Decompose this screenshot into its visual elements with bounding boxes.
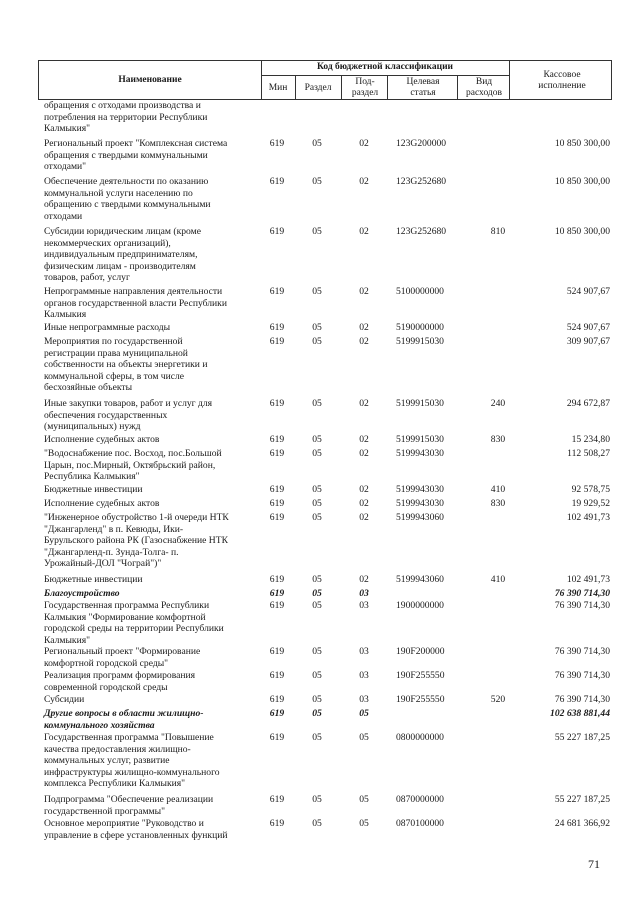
cell-podr: 02 — [359, 448, 369, 459]
cell-min: 619 — [269, 732, 285, 743]
cell-razdel: 05 — [312, 794, 322, 805]
cell-name: Основное мероприятие "Руководство и управление в сфере установленных функций — [44, 818, 228, 841]
cell-cel: 123G252680 — [396, 226, 447, 237]
cell-name: Обеспечение деятельности по оказанию коммунальной услуги населению по обращению с твердыми коммунальными отходами — [44, 176, 211, 222]
cell-cel: 190F255550 — [396, 670, 445, 681]
cell-podr: 02 — [359, 574, 369, 585]
header-min: Мин — [268, 83, 288, 93]
cell-razdel: 05 — [312, 670, 322, 681]
cell-razdel: 05 — [312, 588, 322, 599]
cell-min: 619 — [269, 286, 285, 297]
cell-name: Региональный проект "Формирование комфортной городской среды" — [44, 646, 201, 669]
cell-name: Мероприятия по государственной регистрации права муниципальной собственности на объекты энергетики и коммунальной сферы, в том числе бесхозяйные объекты — [44, 336, 208, 394]
header-kod: Код бюджетной классификации — [316, 62, 454, 72]
cell-min: 619 — [269, 434, 285, 445]
cell-cel: 0800000000 — [396, 732, 444, 743]
cell-podr: 03 — [359, 588, 369, 599]
cell-sum: 76 390 714,30 — [554, 694, 610, 705]
cell-razdel: 05 — [312, 484, 322, 495]
cell-name: Другие вопросы в области жилищно- коммунального хозяйства — [44, 708, 204, 731]
cell-cel: 5199915030 — [396, 434, 444, 445]
cell-min: 619 — [269, 398, 285, 409]
cell-sum: 92 578,75 — [571, 484, 610, 495]
cell-podr: 05 — [359, 708, 369, 719]
cell-name: Подпрограмма "Обеспечение реализации государственной программы" — [44, 794, 214, 817]
cell-sum: 102 638 881,44 — [550, 708, 610, 719]
cell-sum: 309 907,67 — [566, 336, 610, 347]
header-name: Наименование — [118, 75, 182, 85]
cell-razdel: 05 — [312, 600, 322, 611]
cell-razdel: 05 — [312, 732, 322, 743]
cell-min: 619 — [269, 694, 285, 705]
cell-sum: 15 234,80 — [571, 434, 610, 445]
cell-podr: 02 — [359, 138, 369, 149]
cell-min: 619 — [269, 794, 285, 805]
table-header — [38, 60, 612, 100]
cell-cel: 190F255550 — [396, 694, 445, 705]
cell-cel: 190F200000 — [396, 646, 445, 657]
page-number: 71 — [588, 857, 600, 871]
cell-podr: 05 — [359, 732, 369, 743]
cell-podr: 02 — [359, 336, 369, 347]
cell-name: Государственная программа Республики Калмыкия "Формирование комфортной городской среды на территории Республики Калмыкия" — [44, 600, 224, 646]
cell-cel: 5199915030 — [396, 336, 444, 347]
cell-min: 619 — [269, 670, 285, 681]
cell-cel: 5199943060 — [396, 574, 444, 585]
cell-name: Исполнение судебных актов — [44, 498, 160, 509]
cell-sum: 10 850 300,00 — [554, 176, 610, 187]
cell-razdel: 05 — [312, 708, 322, 719]
cell-podr: 02 — [359, 498, 369, 509]
cell-vid: 830 — [490, 434, 506, 445]
cell-name: Субсидии юридическим лицам (кроме некоммерческих организаций), индивидуальным предпринимателям, физическим лицам - производителям товаров, работ, услуг — [44, 226, 201, 284]
cell-name: Бюджетные инвестиции — [44, 484, 143, 495]
cell-sum: 19 929,52 — [571, 498, 610, 509]
cell-podr: 05 — [359, 794, 369, 805]
header-kassa: Кассовое исполнение — [538, 70, 586, 91]
cell-razdel: 05 — [312, 138, 322, 149]
cell-podr: 05 — [359, 818, 369, 829]
cell-min: 619 — [269, 176, 285, 187]
cell-podr: 02 — [359, 434, 369, 445]
cell-sum: 294 672,87 — [566, 398, 610, 409]
cell-razdel: 05 — [312, 434, 322, 445]
header-podrazdel: Под- раздел — [351, 77, 379, 98]
cell-sum: 55 227 187,25 — [554, 732, 610, 743]
cell-podr: 02 — [359, 322, 369, 333]
cell-sum: 102 491,73 — [566, 574, 610, 585]
cell-name: Государственная программа "Повышение качества предоставления жилищно- коммунальных услуг, развитие инфраструктуры жилищно-коммунального комплекса Республики Калмыкия" — [44, 732, 220, 790]
cell-razdel: 05 — [312, 226, 322, 237]
cell-min: 619 — [269, 588, 285, 599]
cell-name: "Водоснабжение пос. Восход, пос.Большой Царын, пос.Мирный, Октябрьский район, Республика Калмыкия" — [44, 448, 222, 483]
cell-min: 619 — [269, 336, 285, 347]
cell-sum: 24 681 366,92 — [554, 818, 610, 829]
cell-name: Бюджетные инвестиции — [44, 574, 143, 585]
cell-razdel: 05 — [312, 818, 322, 829]
cell-podr: 03 — [359, 694, 369, 705]
header-celevaya: Целевая статья — [406, 77, 440, 98]
cell-min: 619 — [269, 600, 285, 611]
cell-razdel: 05 — [312, 512, 322, 523]
cell-podr: 02 — [359, 398, 369, 409]
cell-cel: 5199915030 — [396, 398, 444, 409]
cell-cel: 5199943030 — [396, 448, 444, 459]
cell-podr: 03 — [359, 600, 369, 611]
cell-vid: 410 — [490, 574, 506, 585]
cell-cel: 123G200000 — [396, 138, 447, 149]
cell-min: 619 — [269, 226, 285, 237]
header-vid: Вид расходов — [466, 77, 502, 98]
cell-sum: 76 390 714,30 — [554, 600, 610, 611]
cell-podr: 02 — [359, 484, 369, 495]
cell-cel: 5100000000 — [396, 286, 444, 297]
cell-min: 619 — [269, 484, 285, 495]
cell-sum: 102 491,73 — [566, 512, 610, 523]
cell-razdel: 05 — [312, 448, 322, 459]
cell-min: 619 — [269, 818, 285, 829]
cell-vid: 810 — [490, 226, 506, 237]
cell-min: 619 — [269, 138, 285, 149]
cell-razdel: 05 — [312, 398, 322, 409]
cell-sum: 76 390 714,30 — [554, 588, 610, 599]
cell-min: 619 — [269, 448, 285, 459]
cell-name: Иные закупки товаров, работ и услуг для обеспечения государственных (муниципальных) нужд — [44, 398, 213, 433]
cell-podr: 02 — [359, 512, 369, 523]
cell-cel: 1900000000 — [396, 600, 444, 611]
cell-cel: 5199943030 — [396, 498, 444, 509]
cell-razdel: 05 — [312, 322, 322, 333]
cell-cel: 5190000000 — [396, 322, 444, 333]
cell-sum: 76 390 714,30 — [554, 646, 610, 657]
cell-cel: 0870000000 — [396, 794, 444, 805]
cell-razdel: 05 — [312, 694, 322, 705]
cell-podr: 03 — [359, 670, 369, 681]
cell-cel: 0870100000 — [396, 818, 444, 829]
cell-name: Региональный проект "Комплексная система обращения с твердыми коммунальными отходами" — [44, 138, 228, 173]
cell-cel: 5199943060 — [396, 512, 444, 523]
cell-sum: 524 907,67 — [566, 322, 610, 333]
cell-min: 619 — [269, 574, 285, 585]
cell-sum: 112 508,27 — [567, 448, 610, 459]
cell-razdel: 05 — [312, 498, 322, 509]
cell-name: Субсидии — [44, 694, 85, 705]
cell-cel: 5199943030 — [396, 484, 444, 495]
cell-min: 619 — [269, 498, 285, 509]
cell-name: обращения с отходами производства и потребления на территории Республики Калмыкия" — [44, 100, 208, 135]
cell-vid: 520 — [490, 694, 506, 705]
cell-sum: 76 390 714,30 — [554, 670, 610, 681]
cell-vid: 240 — [490, 398, 506, 409]
cell-razdel: 05 — [312, 176, 322, 187]
cell-vid: 410 — [490, 484, 506, 495]
cell-razdel: 05 — [312, 336, 322, 347]
cell-min: 619 — [269, 646, 285, 657]
cell-podr: 02 — [359, 176, 369, 187]
cell-cel: 123G252680 — [396, 176, 447, 187]
cell-vid: 830 — [490, 498, 506, 509]
cell-sum: 524 907,67 — [566, 286, 610, 297]
cell-min: 619 — [269, 322, 285, 333]
cell-sum: 10 850 300,00 — [554, 226, 610, 237]
cell-razdel: 05 — [312, 574, 322, 585]
cell-razdel: 05 — [312, 646, 322, 657]
cell-podr: 02 — [359, 286, 369, 297]
cell-sum: 55 227 187,25 — [554, 794, 610, 805]
cell-name: Иные непрограммные расходы — [44, 322, 171, 333]
header-razdel: Раздел — [304, 83, 332, 93]
cell-podr: 03 — [359, 646, 369, 657]
cell-min: 619 — [269, 708, 285, 719]
cell-podr: 02 — [359, 226, 369, 237]
cell-sum: 10 850 300,00 — [554, 138, 610, 149]
cell-name: "Инженерное обустройство 1-й очереди НТК "Джангарленд" в п. Кевюды, Ики- Бурульского района РК (Газоснабжение НТК "Джангарленд-п. Зунда-Толга- п. Урожайный-ДОЛ "Чограй")" — [44, 512, 229, 570]
cell-name: Непрограммные направления деятельности органов государственной власти Республики Калмыкия — [44, 286, 227, 321]
cell-name: Реализация программ формирования современной городской среды — [44, 670, 196, 693]
cell-razdel: 05 — [312, 286, 322, 297]
cell-name: Благоустройство — [44, 588, 120, 599]
cell-min: 619 — [269, 512, 285, 523]
cell-name: Исполнение судебных актов — [44, 434, 160, 445]
